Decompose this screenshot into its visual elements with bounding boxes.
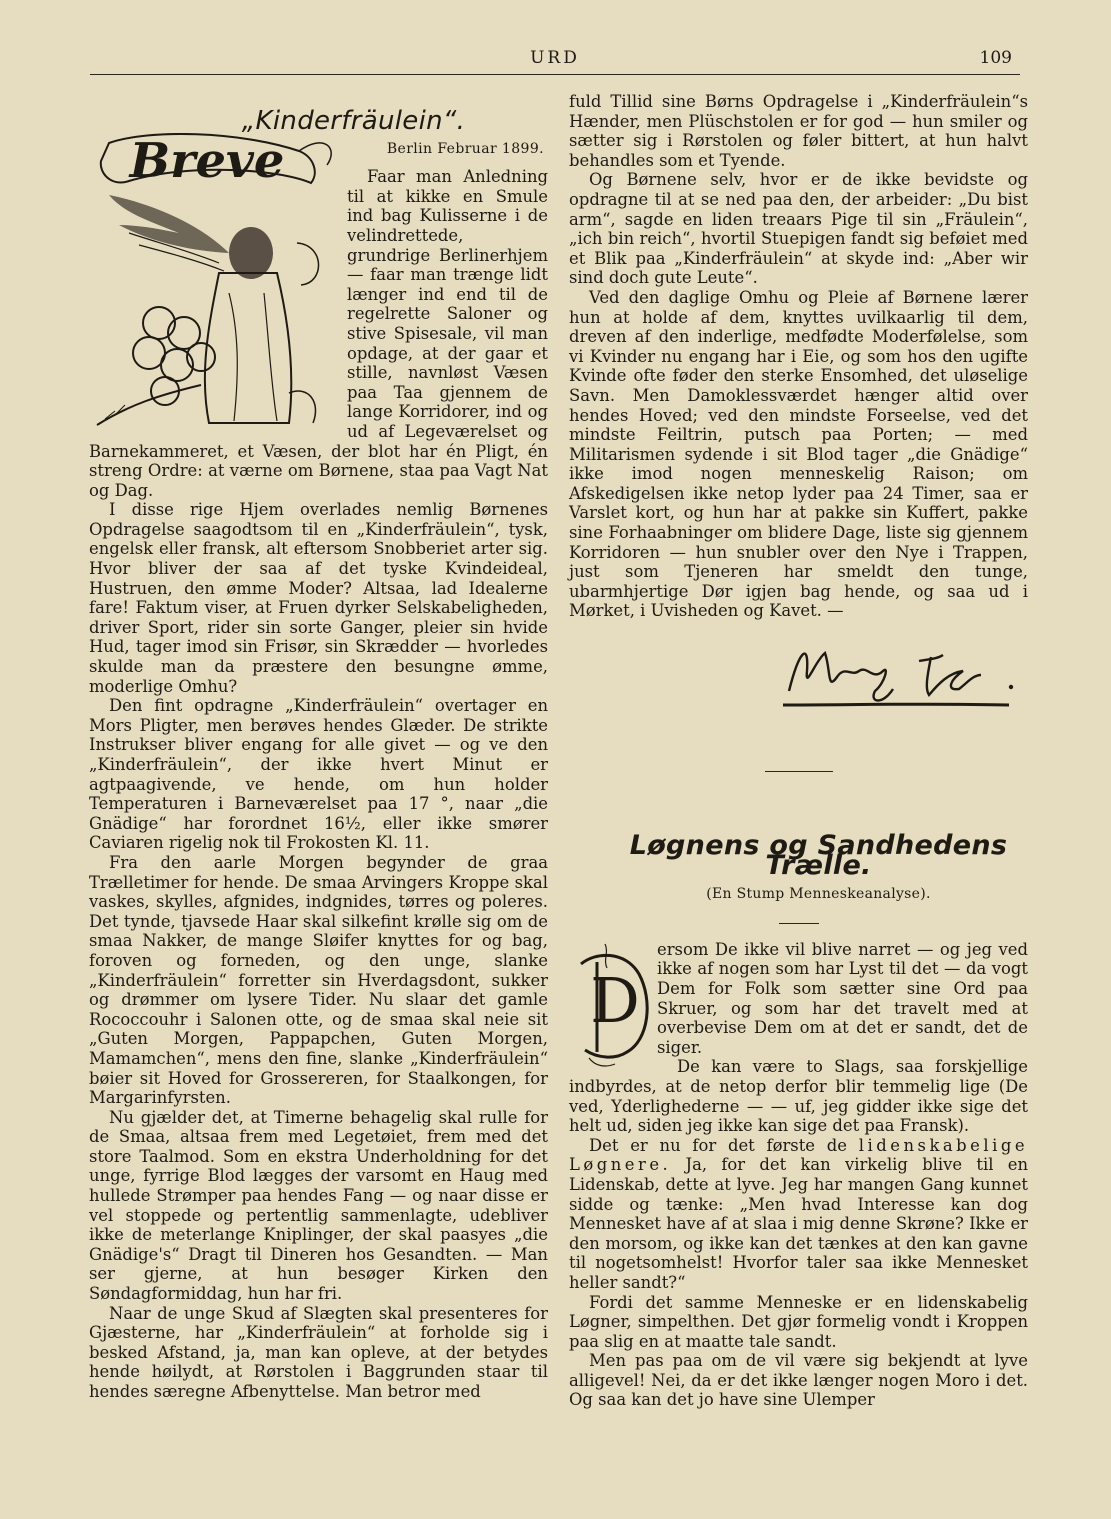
dropcap-letter: D <box>590 963 640 1037</box>
article1-continuation: Ved den daglige Omhu og Pleie af Børnene lærer hun at holde af dem, knyttes uvilkaarlig til dem, dreven af den inderlige, medfødte Moderfølelse, som vi Kvinder nu engang har i Eie, og som hos den ugifte Kvinde ofte føder den sterke Ensomhed, det uløselige Savn. Men Damoklessværdet hænger altid over hendes Hoved; ved den mindste Forseelse, ved det mindste Feiltrin, putsch paa Porten; — med Militarismen sydende i sit Blod tager „die Gnädige“ ikke imod nogen menneskelig Raison; om Afskedigelsen ikke netop lyder paa 24 Timer, saa er Varslet kort, og hun har at pakke sin Kuffert, pakke sine Forhaabninger om blidere Dage, liste sig gjennem Korridoren — hun snubler over den Nye i Trappen, just som Tjeneren har smeldt den tunge, ubarmhjertige Dør igjen bag hende, og saa ud i Mørket, i Uvisheden og Kavet. — <box>569 287 1028 621</box>
article1-paragraph: Fra den aarle Morgen begynder de graa Trælletimer for hende. De smaa Arvingers Kroppe skal vaskes, skylles, afgnides, indgnides, tørres og poleres. Det tynde, tjavsede Haar skal silkefint krølle sig om de smaa Nakker, de mange Sløifer knyttes for og bag, foroven og forneden, og den unge, slanke „Kinderfräulein“ forretter sin Hverdagsdont, sukker og drømmer om lysere Tider. Nu slaar det gamle Rococcouhr i Salonen otte, og de smaa skal neie sit „Guten Morgen, Pappapchen, Guten Morgen, Mamamchen“, mens den fine, slanke „Kinderfräulein“ bøier sit Hoved for Grossereren, for Staalkongen, for Margarinfyrsten. <box>89 852 548 1108</box>
right-column <box>569 92 1028 1410</box>
paragraph-text: Ja, for det kan virkelig blive til en Lidenskab, dette at lyve. Jeg har mangen Gang kunnet sidde og tænke: „Men hvad Interesse kan dog Mennesket have af at slaa i mig denne Skrøne? Ikke er den morsom, og ikke kan det tænkes at den kan gavne til nogetsomhelst! Hvorfor taler saa ikke Mennesket heller sandt?“ <box>569 1155 1028 1292</box>
article1-continuation: fuld Tillid sine Børns Opdragelse i „Kinderfräulein“s Hænder, men Plüschstolen er for god — hun smiler og sætter sig i Rørstolen og føler bittert, at hun halvt behandles som et Tyende. <box>569 92 1028 170</box>
paragraph-text: Det er nu for det første de <box>589 1135 847 1155</box>
article2-opening: ersom De ikke vil blive narret — og jeg ved ikke af nogen som har Lyst til det — da vogt Dem for Folk som sætter sine Ord paa Skruer, og som har det travelt med at overbevise Dem om at det er sandt, det de siger. <box>657 939 1028 1057</box>
article1-paragraph: I disse rige Hjem overlades nemlig Børnenes Opdragelse saagodtsom til en „Kinderfräulein“, tysk, engelsk eller fransk, alt eftersom Snobberiet arter sig. Hvor bliver der saa af det tyske Kvindeideal, Hustruen, den ømme Moder? Altsaa, lad Idealerne fare! Faktum viser, at Fruen dyrker Selskabeligheden, driver Sport, rider sin sorte Ganger, pleier sin hvide Hud, tager imod sin Frisør, sin Skrædder — hvorledes skulde man da præstere den besungne ømme, moderlige Omhu? <box>89 500 548 696</box>
left-column <box>89 102 548 1402</box>
magazine-name: URD <box>530 48 580 68</box>
article2-paragraph: Fordi det samme Menneske er en lidenskabelig Løgner, simpelthen. Det gjør formelig vondt i Kroppen paa slig en at maatte tale sandt. <box>569 1292 1028 1351</box>
article2-paragraph: De kan være to Slags, saa forskjellige indbyrdes, at de netop derfor blir temmelig lige (De ved, Yderlighederne — — uf, jeg gidder ikke sige det helt ud, siden jeg ikke kan sige det paa Fransk). <box>569 1057 1028 1136</box>
breve-vignette <box>89 133 339 433</box>
article1-paragraph: Nu gjælder det, at Timerne behagelig skal rulle for de Smaa, altsaa frem med Legetøiet, frem med det store Taalmod. Som en ekstra Underholdning for det unge, fyrrige Blod lægges der varsomt en Haug med hullede Strømper paa hendes Fang — og naar disse er vel stoppede og pertentlig sammenlagte, udebliver ikke de meterlange Kniplinger, der skal paasyes „die Gnädige's“ Dragt til Dineren hos Gesandten. — Man ser gjerne, at hun besøger Kirken den Søndagformiddag, hun har fri. <box>89 1107 548 1304</box>
article1-dateline: Berlin Februar 1899. <box>386 140 544 157</box>
signature-handwriting <box>779 631 1019 731</box>
running-head <box>90 48 1020 75</box>
article1-paragraph: Faar man Anledning til at kikke en Smule ind bag Kulisserne i de velindrettede, grundrige Berlinerhjem — faar man trænge lidt længer ind end til de regelrette Saloner og stive Spisesale, vil man opdage, at der gaar et stille, navnløst Væsen paa Taa gjennem de lange Korridorer, ind og ud af Legeværelset og Barnekammeret, et Væsen, der blot har én Pligt, én streng Ordre: at værne om Børnene, staa paa Vagt Nat og Dag. <box>89 167 548 500</box>
emphasized-term: Løgnere. <box>569 1155 672 1175</box>
emphasized-term: lidenskabelige <box>858 1135 1029 1155</box>
ornamental-dropcap <box>575 940 653 1070</box>
page-number: 109 <box>979 48 1012 68</box>
vignette-banner-text: Breve <box>129 133 285 190</box>
subtitle-rule <box>779 923 819 924</box>
article1-paragraph: Den fint opdragne „Kinderfräulein“ overtager en Mors Pligter, men berøves hendes Glæder. De strikte Instrukser bliver engang for alle givet — og ve den „Kinderfräulein“, der ikke hvert Minut er agtpaagivende, ve hende, om hun holder Temperaturen i Barneværelset paa 17 °, naar „die Gnädige“ har forordnet 16½, eller ikke smører Caviaren rigelig nok til Frokosten Kl. 11. <box>89 696 548 853</box>
section-separator <box>765 771 833 772</box>
angel-illustration <box>89 133 339 433</box>
article1-title: „Kinderfräulein“. <box>241 106 466 136</box>
dropcap-ornament <box>575 940 653 1070</box>
article2-subtitle: (En Stump Menneskeanalyse). <box>706 886 931 903</box>
article2-paragraph <box>569 1136 1028 1293</box>
article2-title: Løgnens og Sandhedens Trælle. <box>629 830 1008 881</box>
article1-paragraph: Naar de unge Skud af Slægten skal presenteres for Gjæsterne, har „Kinderfräulein“ at forholde sig i besked Afstand, ja, man kan opleve, at der betydes hende høilydt, at Rørstolen i Baggrunden staar til hendes særegne Afbenyttelse. Man betror med <box>89 1303 548 1401</box>
article1-continuation: Og Børnene selv, hvor er de ikke bevidste og opdragne til at se ned paa den, der arbeider: „Du bist arm“, sagde en liden treaars Pige til sin „Fräulein“, „ich bin reich“, hvortil Stuepigen fandt sig beføiet med et Blik paa „Kinderfräulein“ at skyde ind: „Aber wir sind doch gute Leute“. <box>569 170 1028 288</box>
article2-paragraph: Men pas paa om de vil være sig bekjendt at lyve alligevel! Nei, da er det ikke længer nogen Moro i det. Og saa kan det jo have sine Ulemper <box>569 1351 1028 1410</box>
author-signature <box>569 631 1028 741</box>
